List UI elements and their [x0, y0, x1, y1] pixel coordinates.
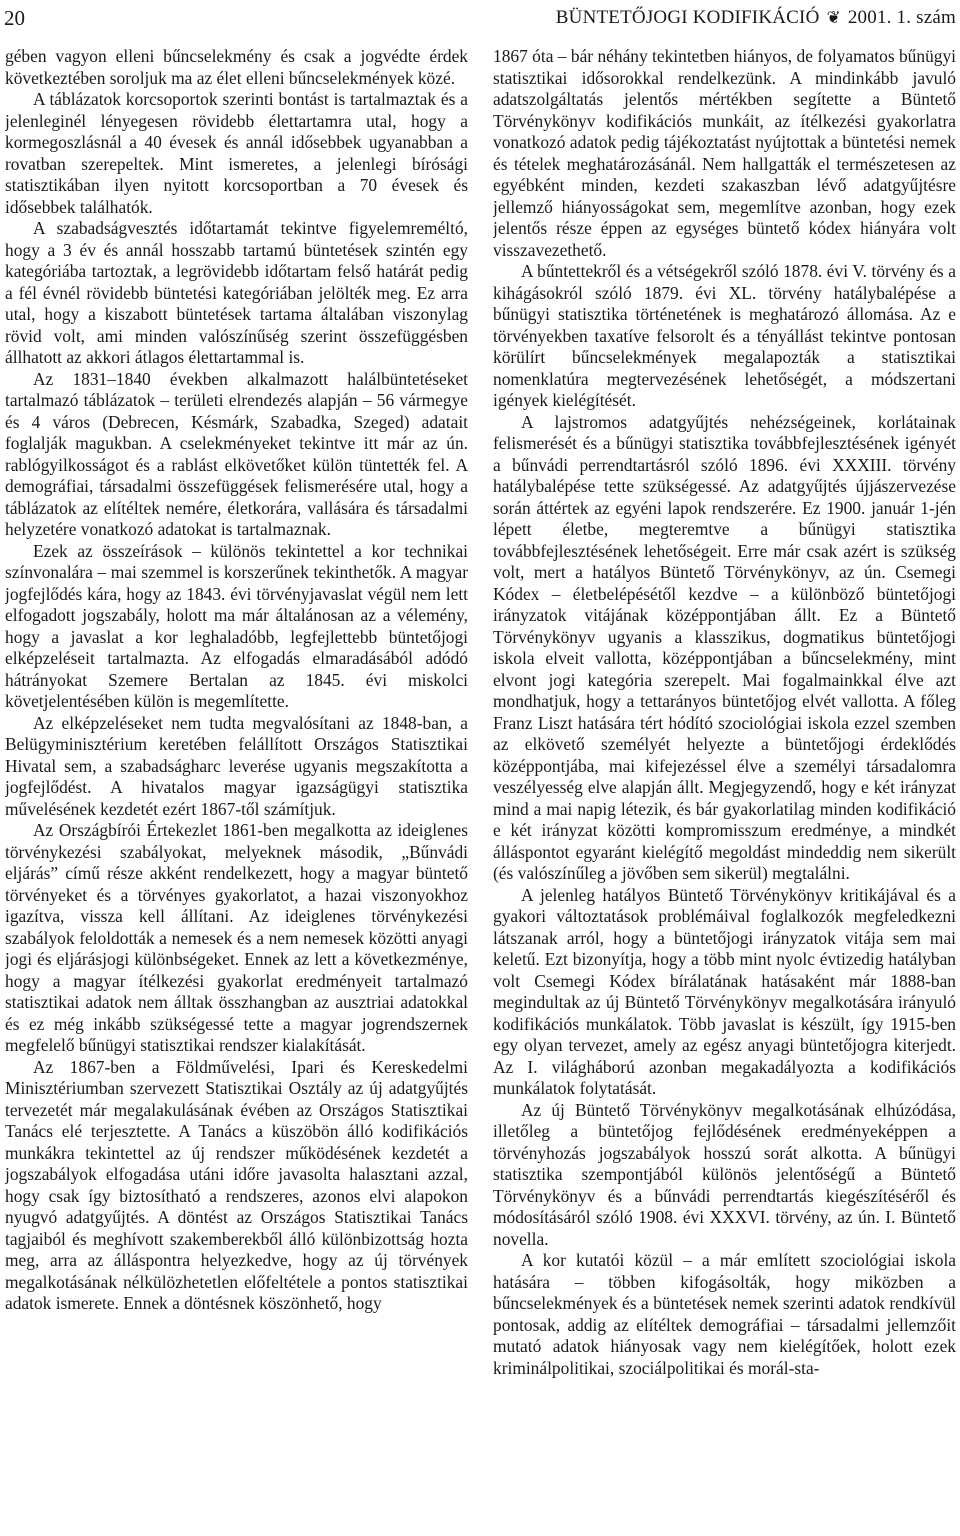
paragraph: Az 1831–1840 években alkalmazott halálbüntetéseket tartalmazó táblázatok – területi elrendezés alapján – 56 vármegye és 4 város (Debrecen, Késmárk, Szabadka, Szeged) adatait foglalják magukban. A cselekményeket tekintve itt már az ún. rablógyilkosságot és a rablást elkövetőket külön tüntették fel. A demográfiai, társadalmi összefüggések felismerésére utal, hogy a táblázatok az elítéltek nemére, életkorára, vallására és társadalmi helyzetére vonatkozó adatokat is tartalmaznak. — [5, 368, 468, 539]
paragraph: 1867 óta – bár néhány tekintetben hiányos, de folyamatos bűnügyi statisztikai idősorokkal rendelkezünk. A mindinkább javuló adatszolgáltatás jelentős mértékben segítette a Büntető Törvénykönyv kodifikációs munkáit, az ítélkezési gyakorlatra vonatkozó adatok pedig tájékoztatást nyújtottak a büntetési nemek és tételek meghatározásánál. Nem hallgatták el természetesen az egyébként minden, kezdeti szakaszban lévő adatgyűjtésre jellemző hiányosságokat sem, megemlítve azonban, hogy ezek jelentős része éppen az egységes büntető kódex hiányára volt visszavezethető. — [493, 46, 956, 260]
paragraph: gében vagyon elleni bűncselekmény és csak a jogvédte érdek következtében soroljuk ma az élet elleni bűncselekmények közé. — [5, 46, 468, 88]
paragraph: A lajstromos adatgyűjtés nehézségeinek, korlátainak felismerését és a bűnügyi statisztika továbbfejlesztésének igényét a bűnvádi perrendtartásról szóló 1896. évi XXXIII. törvény hatálybalépése tette szükségessé. Az adatgyűjtés újjászervezése során áttértek az egyéni lapok rendszerére. Ez 1900. január 1-jén lépett életbe, megteremtve a bűnügyi statisztika továbbfejlesztésének lehetőségeit. Erre már csak azért is szükség volt, mert a hatályos Büntető Törvénykönyv, az ún. Csemegi Kódex – életbelépésétől kezdve – a különböző büntetőjogi irányzatok vitájának középpontjában állt. Ez a Büntető Törvénykönyv ugyanis a klasszikus, dogmatikus büntetőjogi iskola elveit vallotta, középpontjában a bűncselekmény, mint elvont jogi kategória szerepelt. Mai fogalmainkkal élve azt mondhatjuk, hogy a tettarányos büntetőjog elvét vallotta. A főleg Franz Liszt hatására tért hódító szociológiai iskola ezzel szemben az elkövető személyét helyezte a büntetőjogi érdeklődés középpontjába, mai kifejezéssel élve a személyi társadalomra veszélyesség elve alapján állt. Megjegyzendő, hogy e két irányzat mind a mai napig létezik, és bár gyakorlatilag minden kodifikáció e két irányzat közötti kompromisszum eredménye, a mindkét álláspontot egyaránt kielégítő megoldást mindeddig nem sikerült (és valószínűleg a jövőben sem sikerül) megtalálni. — [493, 411, 956, 883]
paragraph: A táblázatok korcsoportok szerinti bontást is tartalmaztak és a jelenleginél lényegesen rövidebb élettartamra utal, hogy a kormegoszlásnál a 40 évesek és annál idősebbek ugyanabban a rovatban szerepeltek. Mint ismeretes, a jelenlegi bírósági statisztikában ilyen nyitott korcsoportban a 70 évesek és idősebbek találhatók. — [5, 89, 468, 217]
paragraph: Ezek az összeírások – különös tekintettel a kor technikai színvonalára – mai szemmel is korszerűnek tekinthetők. A magyar jogfejlődés kára, hogy az 1843. évi törvényjavaslat végül nem lett elfogadott jogszabály, holott ma már általánosan az a vélemény, hogy a javaslat a kor leghaladóbb, legfejlettebb büntetőjogi elképzeléseit tartalmazta. Az elfogadás elmaradásából adódó hátrányokat Szemere Bertalan az 1845. évi miskolci követjelentésében külön is megemlítette. — [5, 540, 468, 711]
left-column — [5, 46, 468, 1534]
issue-label: 2001. 1. szám — [847, 7, 956, 28]
paragraph: Az Országbírói Értekezlet 1861-ben megalkotta az ideiglenes törvénykezési szabályokat, melyeknek második, „Bűnvádi eljárás” című része akként rendelkezett, hogy a magyar büntető törvényeket és a törvényes gyakorlatot, a hazai viszonyokhoz igazítva, vissza kell állítani. Az ideiglenes törvénykezési szabályok feloldották a nemesek és a nem nemesek közötti anyagi jogi és eljárásjogi különbségeket. Ennek az lett a következménye, hogy a magyar ítélkezési gyakorlat eredményeit tartalmazó statisztikai adatok nem álltak összhangban az ausztriai adatokkal és ez még inkább szükségessé tette a magyar jogrendszernek megfelelő bűnügyi statisztikai rendszer kialakítását. — [5, 820, 468, 1055]
paragraph: A jelenleg hatályos Büntető Törvénykönyv kritikájával és a gyakori változtatások problémáival foglalkozók megfeledkezni látszanak arról, hogy a büntetőjogi irányzatok vitája sem mai keletű. Ezt bizonyítja, hogy a több mint nyolc évtizedig hatályban volt Csemegi Kódex bírálatának hatásaként már 1888-ban megindultak az új Büntető Törvénykönyv megalkotására irányuló kodifikációs munkálatok. Több javaslat is készült, így 1915-ben egy olyan tervezet, amely az egész anyagi büntetőjogra kiterjedt. Az I. világháború azonban megakadályozta a kodifikációs munkálatok folytatását. — [493, 884, 956, 1098]
page-number: 20 — [4, 6, 25, 30]
running-title — [556, 6, 956, 30]
paragraph: Az új Büntető Törvénykönyv megalkotásának elhúzódása, illetőleg a büntetőjog fejlődésének eredményeképpen a törvényhozás jogszabályok hosszú sorát alkotta. A bűnügyi statisztika szempontjából különös jelentőségű a Büntető Törvénykönyv és a bűnvádi perrendtartás kiegészítéséről és módosításáról szóló 1908. évi XXXVI. törvény, az ún. I. Büntető novella. — [493, 1099, 956, 1249]
paragraph: Az 1867-ben a Földművelési, Ipari és Kereskedelmi Minisztériumban szervezett Statisztikai Osztály az új adatgyűjtés tervezetét már megalakulásának évében az Országos Statisztikai Tanács elé terjesztette. A Tanács a küszöbön álló kodifikációs munkákra tekintettel az új rendszer működésének kezdetét a jogszabályok elfogadása utáni időre javasolta halasztani azzal, hogy csak így biztosítható a rendszeres, azonos elvi alapokon nyugvó adatgyűjtés. A döntést az Országos Statisztikai Tanács tagjaiból és meghívott szakemberekből álló különbizottság hozta meg, arra az álláspontra helyezkedve, hogy az új törvények megalkotásának nélkülözhetetlen előfeltétele a pontos statisztikai adatok ismerete. Ennek a döntésnek köszönhető, hogy — [5, 1056, 468, 1313]
right-column — [493, 46, 956, 1534]
paragraph: A szabadságvesztés időtartamát tekintve figyelemreméltó, hogy a 3 év és annál hosszabb tartamú büntetések szintén egy kategóriába tartoztak, a legrövidebb időtartam felső határát pedig a fél évnél rövidebb büntetési kategóriában jelölték meg. Ez arra utal, hogy a kiszabott büntetések tartama általában viszonylag rövid volt, ami minden valószínűség szerint összefüggésben állhatott az akkori átlagos élettartammal is. — [5, 218, 468, 367]
running-header — [0, 0, 960, 44]
fleuron-icon: ❦ — [826, 8, 841, 27]
paragraph: A kor kutatói közül – a már említett szociológiai iskola hatására – többen kifogásolták, hogy miközben a bűncselekmények és a büntetések nemek szerinti adatok rendkívül pontosak, addig az elítéltek demográfiai – társadalmi jellemzőit mutató adatok hiányosak vagy nem kielégítőek, holott ezek kriminálpolitikai, szociálpolitikai és morál-sta- — [493, 1250, 956, 1378]
paragraph: A bűntettekről és a vétségekről szóló 1878. évi V. törvény és a kihágásokról szóló 1879. évi XL. törvény hatálybalépése a bűnügyi statisztika történetének is meghatározó állomása. Az e törvényekben taxatíve felsorolt és a tényállást tekintve pontosan körülírt bűncselekmények megalapozták a statisztikai nomenklatúra megtervezésének lehetőségét, a módszertani igények kielégítését. — [493, 261, 956, 410]
journal-title: BÜNTETŐJOGI KODIFIKÁCIÓ — [555, 7, 820, 28]
paragraph: Az elképzeléseket nem tudta megvalósítani az 1848-ban, a Belügyminisztérium keretében felállított Országos Statisztikai Hivatal sem, a szabadságharc leverése ugyanis megszakította a jogfejlődést. A hivatalos magyar igazságügyi statisztika művelésének kezdetét ezért 1867-től számítjuk. — [5, 712, 468, 819]
